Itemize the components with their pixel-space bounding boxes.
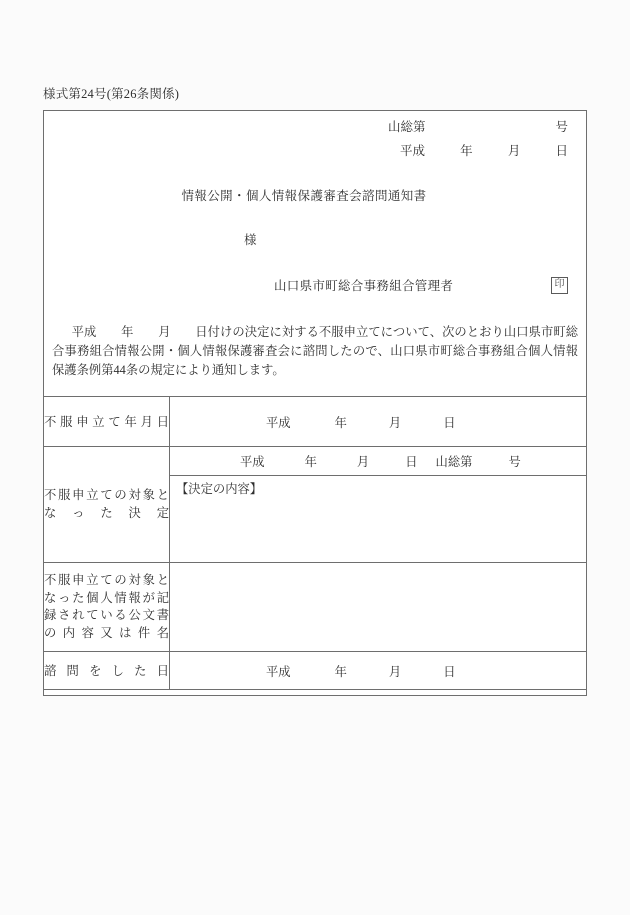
table-row-inquiry-date (44, 652, 587, 690)
form-number: 様式第24号(第26条関係) (43, 87, 180, 101)
table-row-target-decision (44, 447, 587, 563)
issuer-name: 山口県市町総合事務組合管理者 (274, 279, 454, 293)
form-table (43, 396, 587, 690)
decision-date-era: 平成 (240, 455, 265, 469)
row-value-appeal-date[interactable] (170, 397, 587, 447)
decision-date-month: 月 (356, 455, 370, 469)
inquiry-date-era: 平成 (266, 664, 291, 679)
issue-date-year: 年 (460, 144, 473, 158)
table-row-target-record (44, 563, 587, 652)
form-header-area (44, 111, 586, 322)
form-frame (43, 110, 587, 696)
row-label-appeal-date: 不服申立て年月日 (44, 397, 170, 447)
document-number-suffix: 号 (555, 120, 568, 134)
row-label-line: 不服申立ての対象と (44, 488, 169, 502)
appeal-date-year: 年 (334, 415, 347, 430)
row-label-target-record (44, 563, 170, 652)
issue-date-month: 月 (507, 144, 521, 158)
decision-date-year: 年 (304, 455, 317, 469)
inquiry-date-month: 月 (388, 664, 402, 679)
decision-number-suffix: 号 (508, 455, 521, 469)
document-number-line (388, 117, 568, 135)
addressee-honorific: 様 (244, 233, 257, 247)
row-value-target-record[interactable] (170, 563, 587, 652)
table-row-appeal-date (44, 397, 587, 447)
appeal-date-day: 日 (443, 415, 456, 430)
decision-date-day: 日 (405, 455, 418, 469)
appeal-date-era: 平成 (266, 415, 291, 430)
row-label-line: の内容又は件名 (44, 625, 169, 640)
inquiry-date-day: 日 (443, 664, 456, 679)
seal-icon: 印 (551, 277, 568, 294)
row-label-line: 録されている公文書 (44, 608, 169, 622)
decision-date-subcell[interactable] (170, 447, 586, 476)
decision-content-label: 【決定の内容】 (176, 482, 263, 496)
document-number-label: 山総第 (388, 120, 426, 134)
inquiry-date-year: 年 (334, 664, 347, 679)
document-title: 情報公開・個人情報保護審査会諮問通知書 (181, 189, 427, 203)
row-value-target-decision (170, 447, 587, 563)
decision-number-label: 山総第 (435, 455, 473, 469)
row-label-inquiry-date: 諮問をした日 (44, 652, 170, 690)
row-label-line: 不服申立ての対象と (44, 573, 169, 587)
decision-content-subcell[interactable] (170, 476, 586, 562)
issue-date-era: 平成 (400, 144, 426, 158)
row-label-target-decision (44, 447, 170, 563)
issue-date-line (400, 141, 568, 159)
row-label-line: なった個人情報が記 (44, 590, 169, 605)
row-value-inquiry-date[interactable] (170, 652, 587, 690)
row-label-line: なった決定 (44, 505, 169, 520)
appeal-date-month: 月 (388, 415, 402, 430)
issue-date-day: 日 (555, 144, 568, 158)
issuer-row (274, 276, 574, 294)
body-paragraph: 平成 年 月 日付けの決定に対する不服申立てについて、次のとおり山口県市町総合事務組合情報公開・個人情報保護審査会に諮問したので、山口県市町総合事務組合個人情報保護条例第44条の規定により通知します。 (52, 325, 578, 377)
